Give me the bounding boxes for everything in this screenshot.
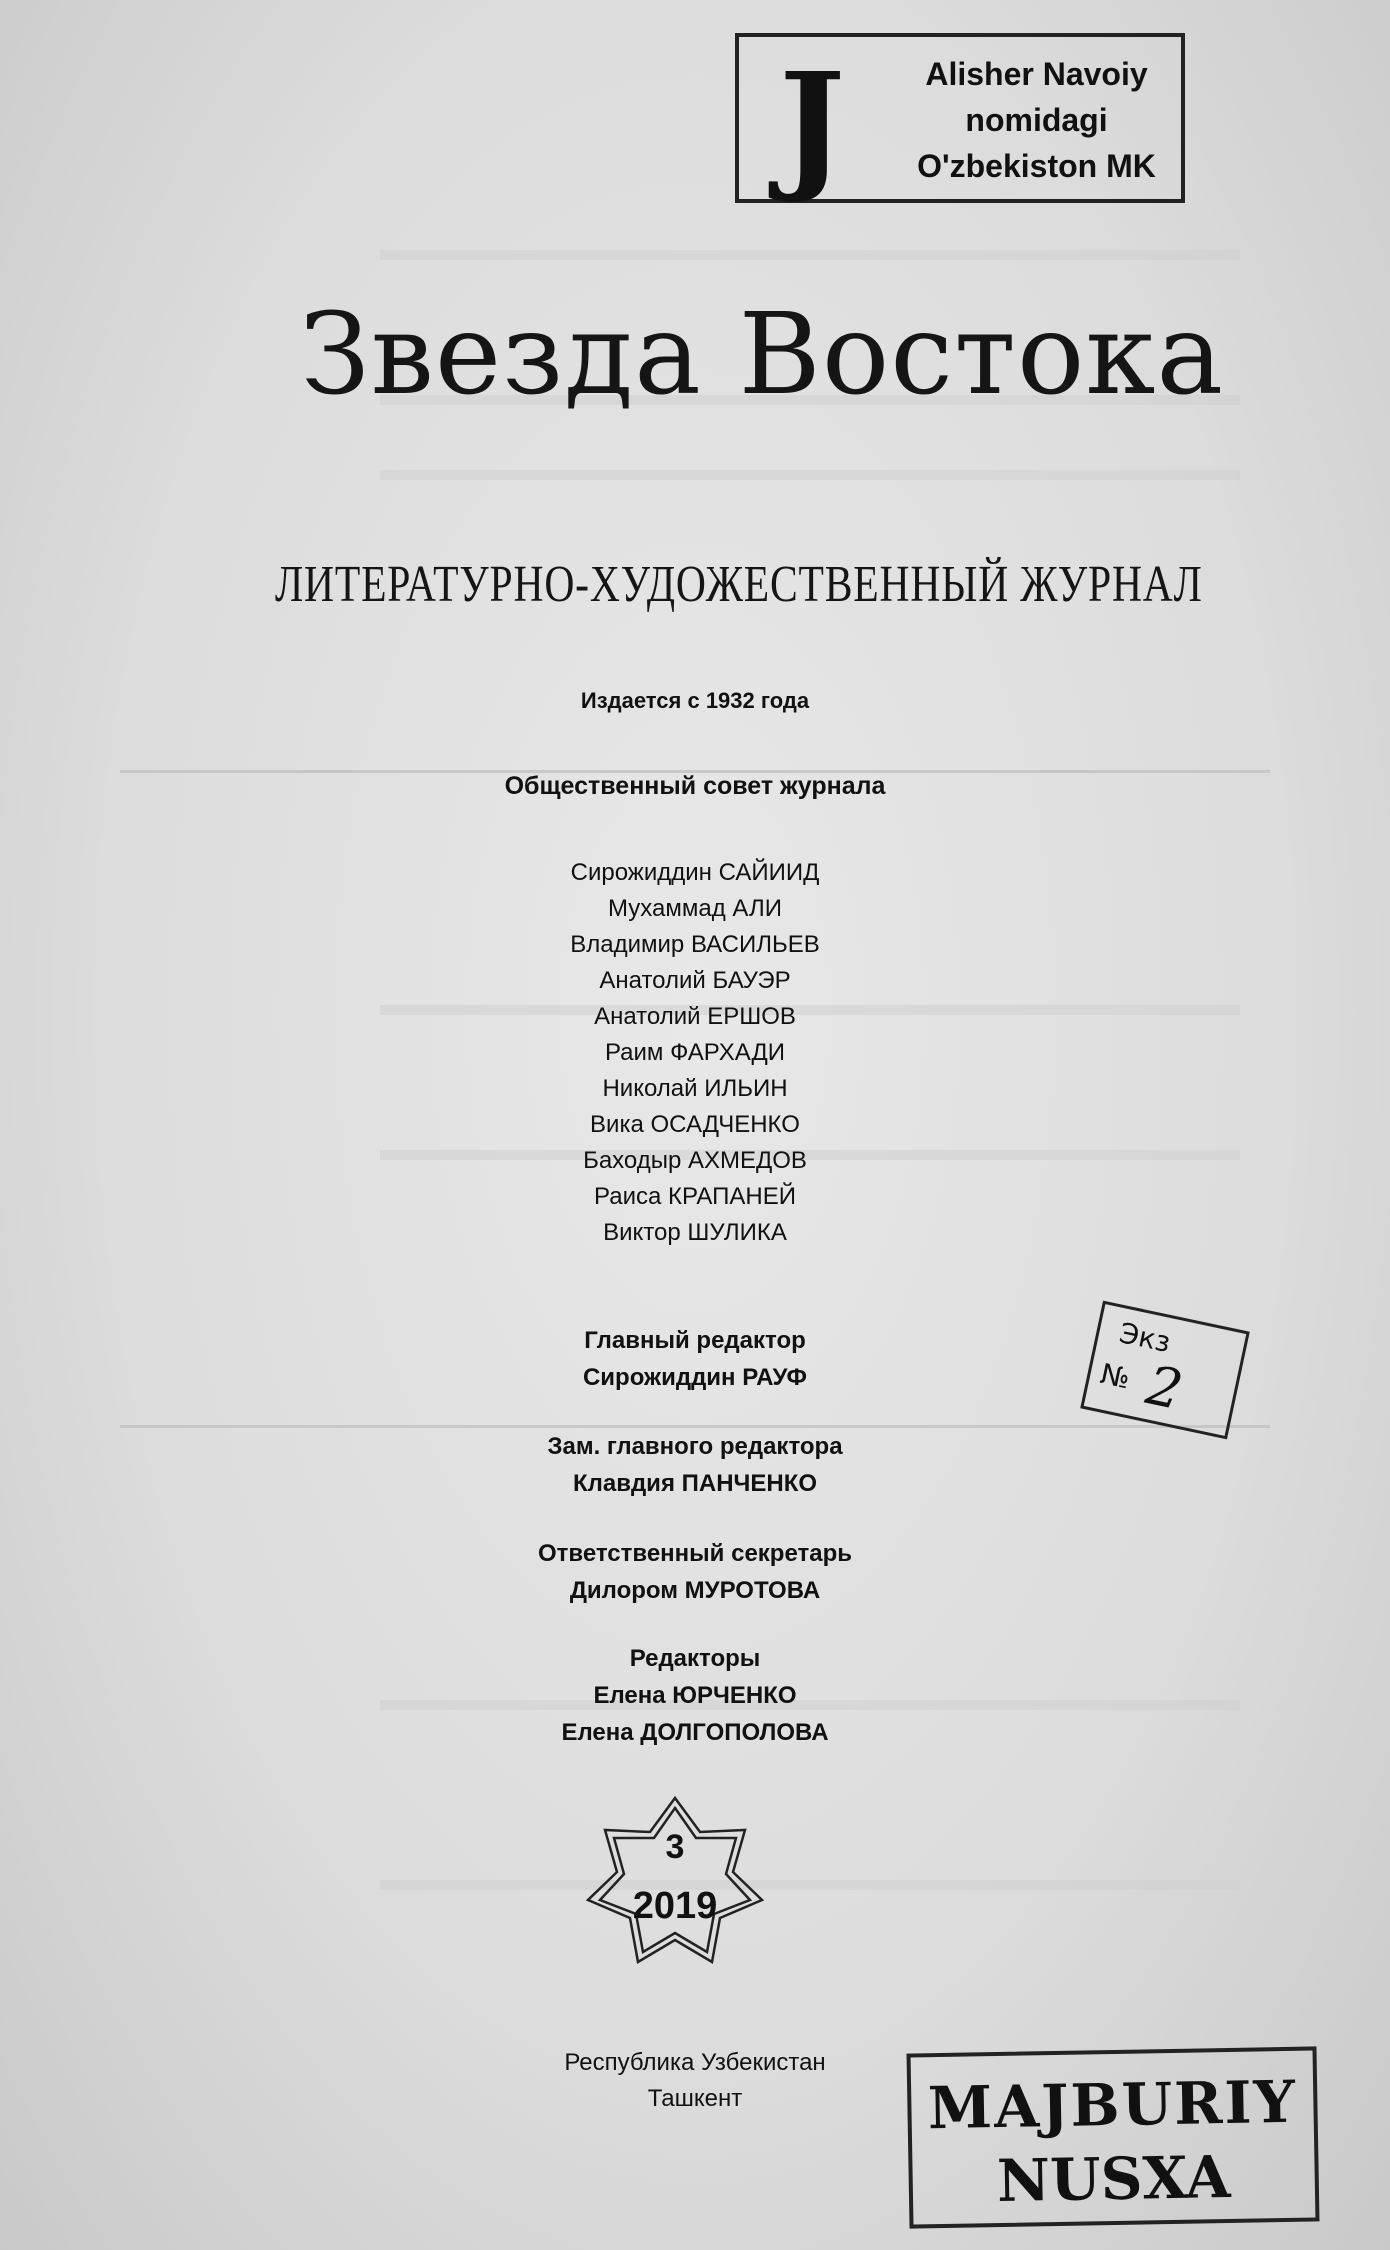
publication-country: Республика Узбекистан bbox=[564, 2049, 826, 2076]
council-member: Вика ОСАДЧЕНКО bbox=[590, 1111, 800, 1138]
council-member: Раим ФАРХАДИ bbox=[604, 1039, 786, 1066]
council-member: Анатолий ЕРШОВ bbox=[594, 1003, 796, 1030]
bleed-through-line bbox=[380, 1880, 1240, 1890]
council-member: Баходыр АХМЕДОВ bbox=[583, 1147, 807, 1174]
issue-badge bbox=[580, 1790, 770, 1980]
bleed-through-line bbox=[380, 250, 1240, 260]
copy-stamp-number-sign: № bbox=[1097, 1357, 1133, 1396]
council-member: Владимир ВАСИЛЬЕВ bbox=[570, 931, 820, 958]
library-stamp-line: nomidagi bbox=[965, 102, 1108, 138]
editors-block bbox=[0, 1640, 1390, 1751]
editors-title: Редакторы bbox=[629, 1645, 761, 1672]
secretary-block bbox=[0, 1535, 1390, 1609]
council-members-list bbox=[0, 855, 1390, 1251]
deputy-editor-block bbox=[0, 1428, 1390, 1502]
editor-name: Елена ЮРЧЕНКО bbox=[593, 1682, 797, 1709]
library-stamp-letter: J bbox=[779, 43, 846, 207]
council-member: Раиса КРАПАНЕЙ bbox=[594, 1183, 796, 1210]
publication-since: Издается с 1932 года bbox=[580, 688, 810, 713]
council-heading: Общественный совет журнала bbox=[504, 772, 886, 800]
mandatory-stamp-line: MAJBURIY bbox=[927, 2067, 1298, 2143]
council-member: Сирожиддин САЙИИД bbox=[570, 859, 820, 886]
magazine-subtitle: ЛИТЕРАТУРНО-ХУДОЖЕСТВЕННЫЙ ЖУРНАЛ bbox=[275, 556, 1203, 613]
chief-editor-title: Главный редактор bbox=[584, 1327, 806, 1354]
magazine-title: Звезда Востока bbox=[300, 290, 1225, 420]
publication-city: Ташкент bbox=[647, 2085, 743, 2112]
library-stamp-line: O'zbekiston MK bbox=[917, 148, 1156, 184]
secretary-title: Ответственный секретарь bbox=[537, 1540, 853, 1567]
chief-editor-name: Сирожиддин РАУФ bbox=[582, 1364, 808, 1391]
bleed-through-line bbox=[380, 470, 1240, 480]
council-member: Николай ИЛЬИН bbox=[602, 1075, 788, 1102]
mandatory-stamp-line: NUSXA bbox=[996, 2142, 1232, 2216]
issue-number: 3 bbox=[665, 1828, 685, 1866]
issue-year: 2019 bbox=[632, 1885, 718, 1927]
council-member: Анатолий БАУЭР bbox=[599, 967, 791, 994]
council-member: Виктор ШУЛИКА bbox=[603, 1219, 787, 1246]
library-stamp bbox=[735, 33, 1185, 207]
deputy-editor-name: Клавдия ПАНЧЕНКО bbox=[572, 1470, 818, 1497]
mandatory-copy-stamp bbox=[907, 2046, 1320, 2228]
secretary-name: Дилором МУРОТОВА bbox=[569, 1577, 821, 1604]
copy-stamp-label: Экз bbox=[1116, 1316, 1174, 1360]
copy-stamp-number: 2 bbox=[1141, 1353, 1188, 1423]
editor-name: Елена ДОЛГОПОЛОВА bbox=[561, 1719, 829, 1746]
deputy-editor-title: Зам. главного редактора bbox=[547, 1433, 843, 1460]
library-stamp-text bbox=[894, 51, 1179, 189]
council-member: Мухаммад АЛИ bbox=[608, 895, 782, 922]
library-stamp-line: Alisher Navoiy bbox=[925, 56, 1148, 92]
